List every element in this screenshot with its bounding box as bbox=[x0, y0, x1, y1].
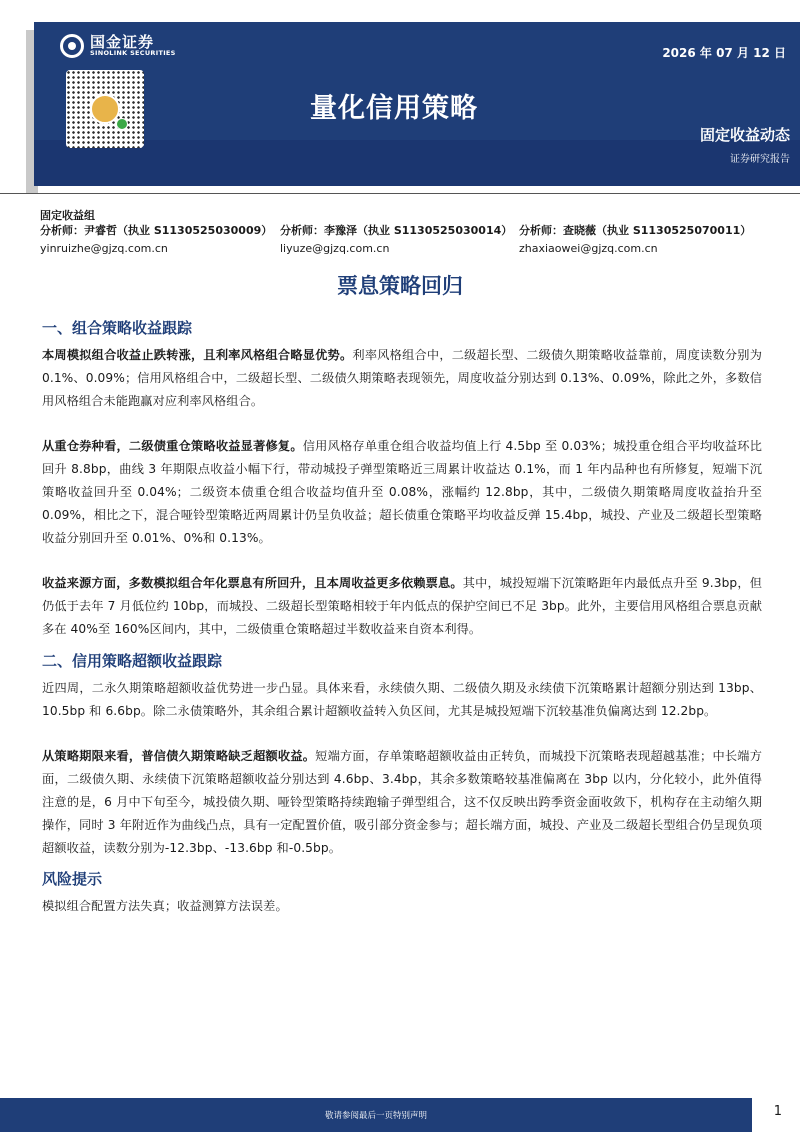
paragraph-body: 短端方面，存单策略超额收益由正转负，而城投下沉策略表现超越基准；中长端方面，二级债久期、永续债下沉策略超额收益分别达到 4.6bp、3.4bp，其余多数策略较基准偏离在 3bp 以内，分化较小，此外值得注意的是，6 月中下旬至今，城投债久期、哑铃型策略持续跑输子弹型组合，这不仅反映出跨季资金面收敛下，机构存在主动缩久期操作，同时 3 年附近作为曲线凸点，具有一定配置价值，吸引部分资金参与；超长端方面，城投、产业及二级超长型组合仍呈现负项超额收益，读数分别为-12.3bp、-13.6bp 和-0.5bp。 bbox=[42, 749, 762, 855]
research-group: 固定收益组 bbox=[40, 209, 95, 222]
paragraph bbox=[42, 745, 762, 859]
report-date: 2026 年 07 月 12 日 bbox=[662, 46, 786, 60]
section-heading: 二、信用策略超额收益跟踪 bbox=[42, 651, 223, 670]
analyst-email[interactable]: zhaxiaowei@gjzq.com.cn bbox=[519, 242, 658, 255]
paragraph-lead: 收益来源方面，多数模拟组合年化票息有所回升，且本周收益更多依赖票息。 bbox=[42, 576, 463, 591]
analyst-name: 分析师：尹睿哲（执业 S1130525030009） bbox=[40, 224, 273, 237]
paragraph-lead: 本周模拟组合收益止跌转涨，且利率风格组合略显优势。 bbox=[42, 348, 353, 362]
paragraph bbox=[42, 572, 762, 640]
paragraph-body: 利率风格组合中，二级超长型、二级债久期策略收益靠前，周度读数分别为 0.1%、0.09%；信用风格组合中，二级超长型、二级债久期策略表现领先，周度收益分别达到 0.13%、0.09%，除此之外，多数信用风格组合未能跑赢对应利率风格组合。 bbox=[42, 348, 762, 408]
report-type: 证券研究报告 bbox=[730, 154, 790, 165]
analyst-card bbox=[280, 222, 512, 258]
section-heading: 一、组合策略收益跟踪 bbox=[42, 319, 193, 337]
logo-cn: 国金证券 bbox=[90, 32, 155, 51]
paragraph bbox=[42, 344, 762, 412]
paragraph bbox=[42, 435, 762, 549]
analyst-card bbox=[519, 222, 751, 258]
analyst-email[interactable]: liyuze@gjzq.com.cn bbox=[280, 242, 390, 255]
analyst-email[interactable]: yinruizhe@gjzq.com.cn bbox=[40, 242, 168, 255]
analyst-name: 分析师：查晓薇（执业 S1130525070011） bbox=[519, 224, 752, 237]
qr-center-logo-icon bbox=[90, 94, 120, 124]
paragraph-body: 模拟组合配置方法失真；收益测算方法误差。 bbox=[42, 899, 288, 914]
paragraph bbox=[42, 677, 762, 723]
paragraph bbox=[42, 895, 762, 918]
footer-disclaimer bbox=[0, 1098, 752, 1132]
paragraph-body: 信用风格存单重仓组合收益均值上行 4.5bp 至 0.03%；城投重仓组合平均收益环比回升 8.8bp，曲线 3 年期限点收益小幅下行，带动城投子弹型策略近三周累计收益达 0.1%，而 1 年内品种也有所修复，短端下沉策略收益回升至 0.04%；二级资本债重仓组合收益均值升至 0.08%，涨幅约 12.8bp，其中，二级债久期策略周度收益抬升至 0.09%，相比之下，混合哑铃型策略近两周累计仍呈负收益；超长债重仓策略平均收益反弹 15.4bp，城投、产业及二级超长型策略收益分别回升至 0.01%、0%和 0.13%。 bbox=[42, 439, 762, 545]
analyst-name: 分析师：李豫泽（执业 S1130525030014） bbox=[280, 224, 513, 237]
report-title: 量化信用策略 bbox=[310, 93, 478, 124]
logo-en: SINOLINK SECURITIES bbox=[90, 49, 176, 58]
analyst-card bbox=[40, 222, 272, 258]
company-logo bbox=[60, 34, 176, 58]
qr-badge-icon bbox=[116, 118, 128, 130]
paragraph-body: 其中，城投短端下沉策略距年内最低点升至 9.3bp，但仍低于去年 7 月低位约 10bp，而城投、二级超长型策略相较于年内低点的保护空间已不足 3bp。此外，主要信用风格组合票息贡献多在 40%至 160%区间内，其中，二级债重仓策略超过半数收益来自资本利得。 bbox=[42, 576, 762, 636]
paragraph-body: 近四周，二永久期策略超额收益优势进一步凸显。具体来看，永续债久期、二级债久期及永续债下沉策略累计超额分别达到 13bp、10.5bp 和 6.6bp。除二永债策略外，其余组合累计超额收益转入负区间，尤其是城投短端下沉较基准负偏离达到 12.2bp。 bbox=[42, 680, 762, 718]
banner-accent bbox=[34, 140, 800, 186]
report-category: 固定收益动态 bbox=[699, 126, 790, 144]
page-number: 1 bbox=[773, 1104, 782, 1119]
section-heading: 风险提示 bbox=[42, 870, 103, 889]
report-body bbox=[42, 318, 762, 918]
paragraph-lead: 从策略期限来看，普信债久期策略缺乏超额收益。 bbox=[42, 749, 316, 764]
logo-mark-icon bbox=[60, 34, 84, 58]
paragraph-lead: 从重仓券种看，二级债重仓策略收益显著修复。 bbox=[42, 439, 303, 454]
footer-note[interactable]: 敬请参阅最后一页特别声明 bbox=[324, 1111, 427, 1121]
document-title: 票息策略回归 bbox=[337, 274, 463, 298]
divider bbox=[0, 193, 800, 194]
